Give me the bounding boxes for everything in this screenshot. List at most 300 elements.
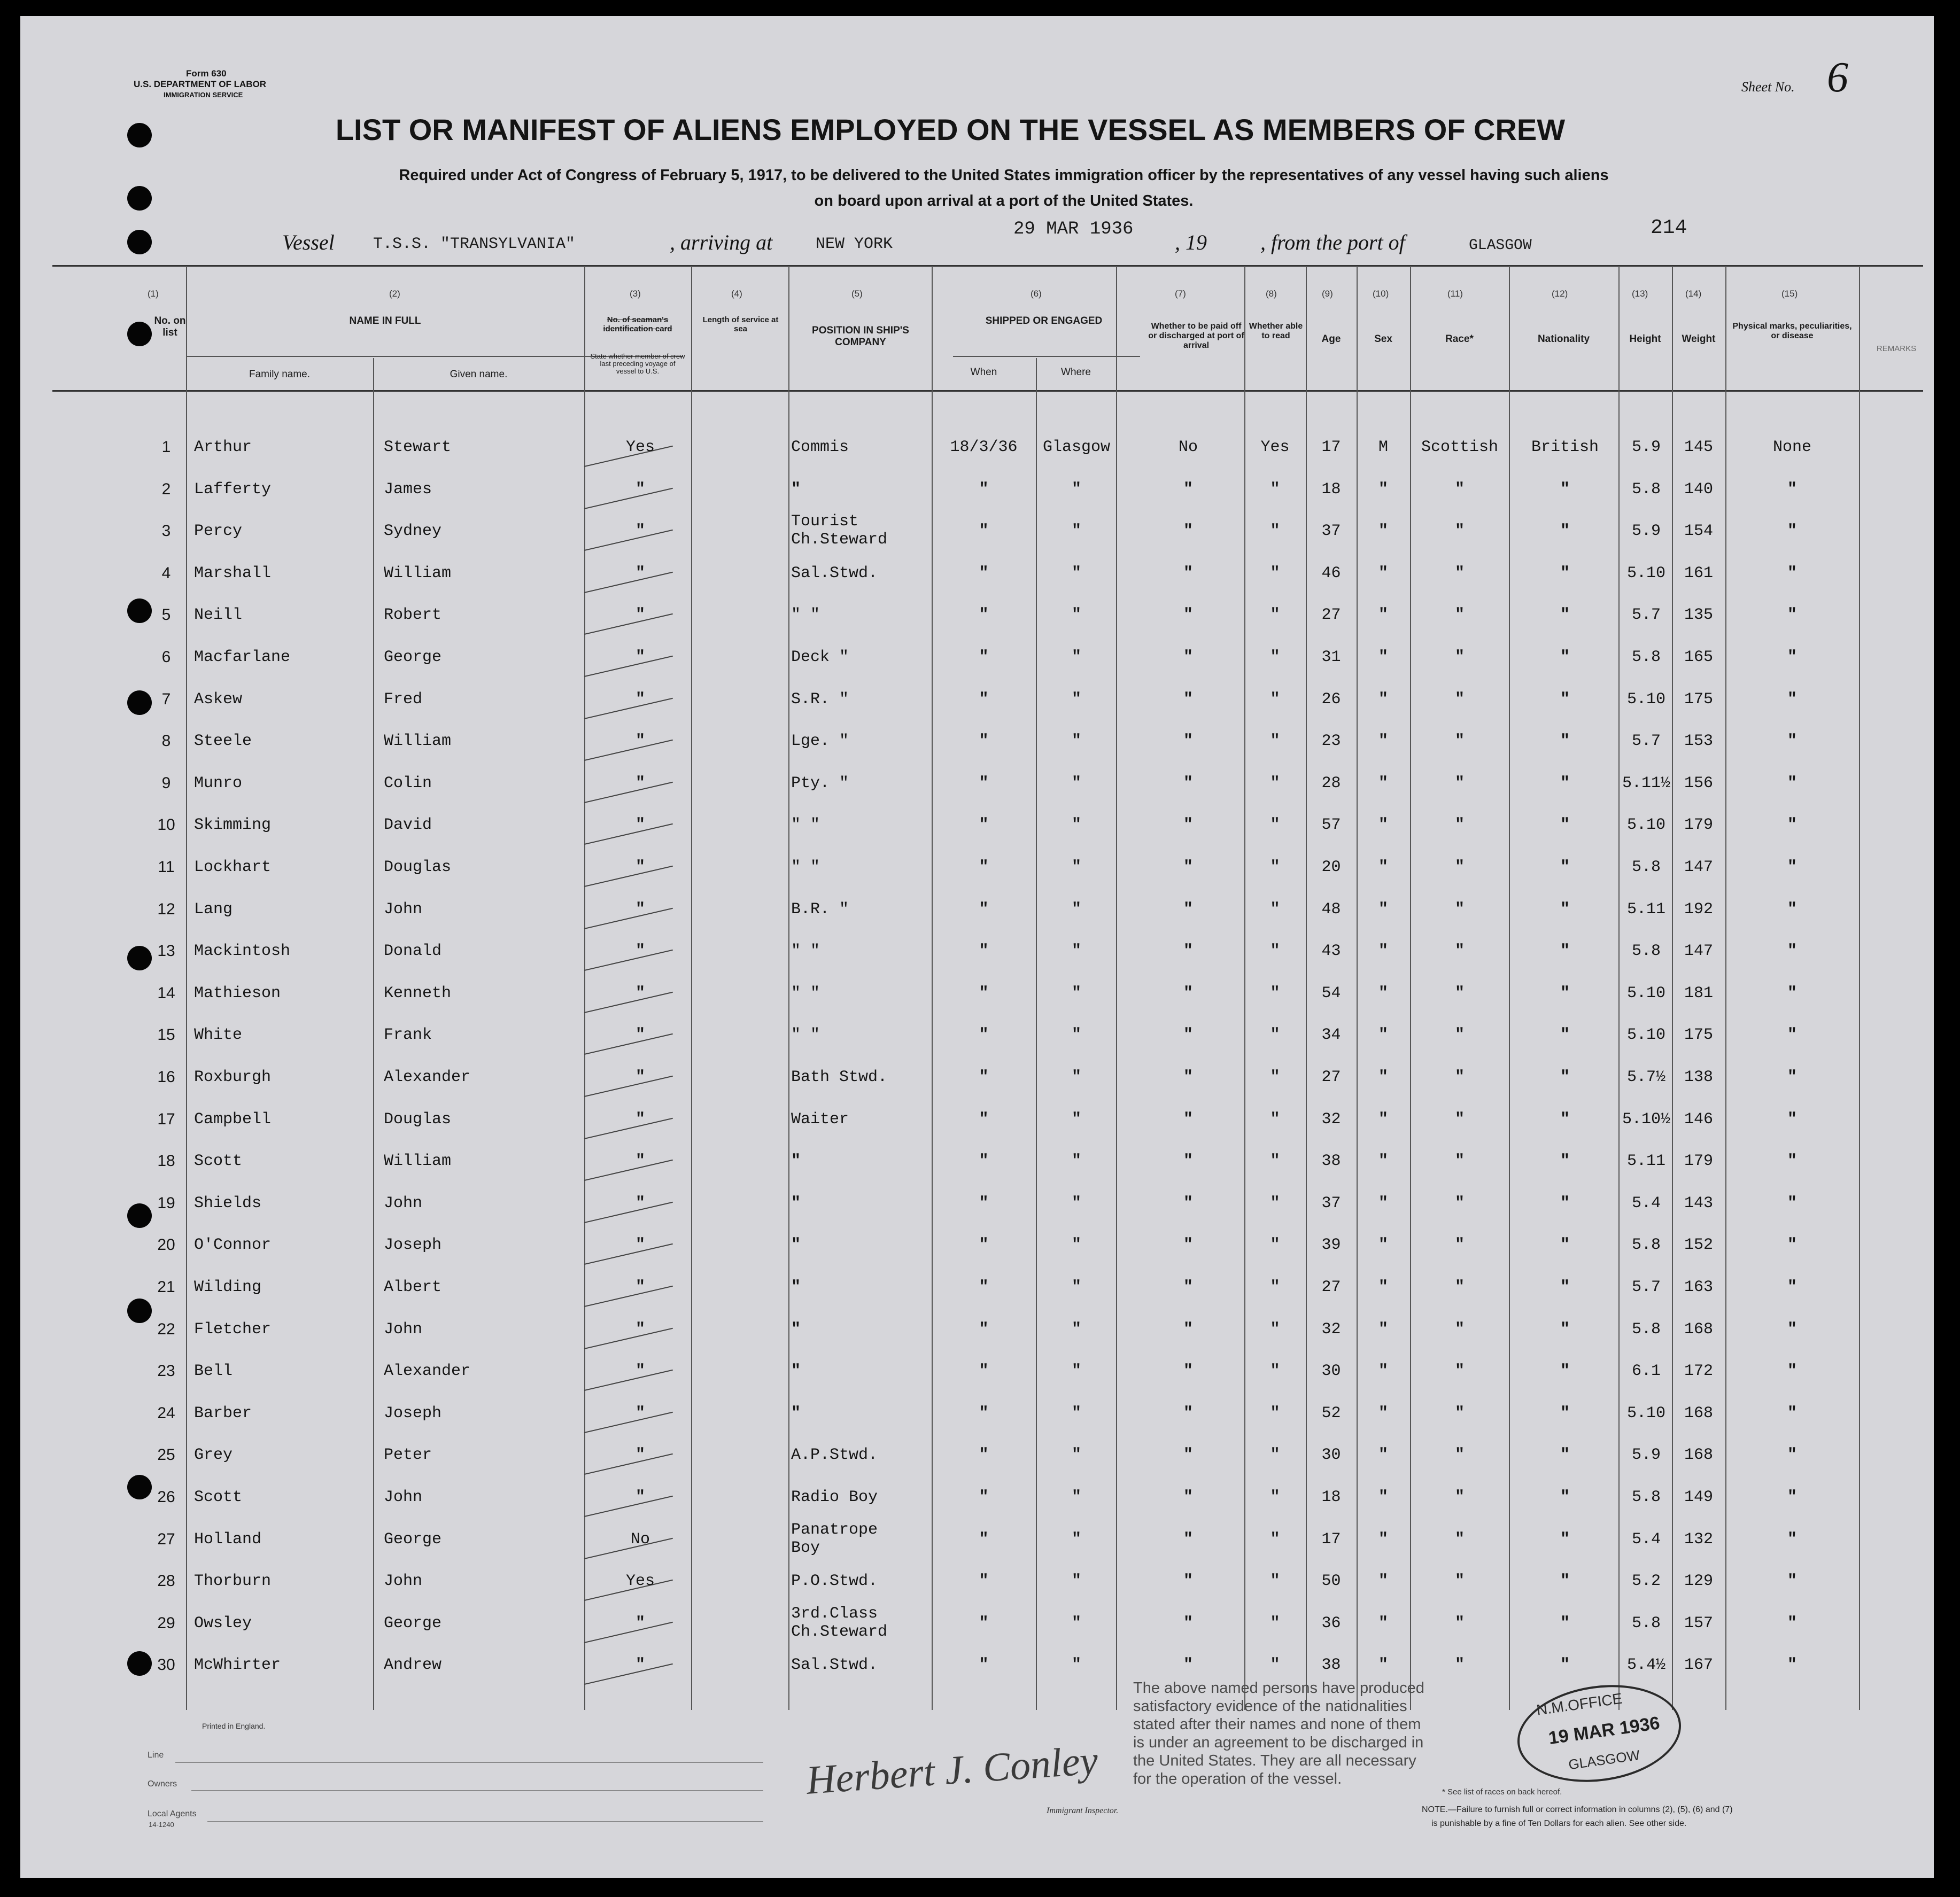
row-number: 24 <box>157 1404 175 1422</box>
able-to-read: " <box>1270 774 1280 792</box>
given-name: William <box>384 732 452 751</box>
previous-voyage: " <box>635 1404 645 1422</box>
shipped-where: " <box>1071 690 1081 709</box>
given-name: Robert <box>384 606 442 625</box>
weight: 179 <box>1684 816 1713 835</box>
shipped-where: " <box>1071 1110 1081 1129</box>
age: 39 <box>1321 1236 1341 1255</box>
family-name: Skimming <box>194 816 272 835</box>
shipped-where: " <box>1071 1614 1081 1632</box>
stamp-number: 214 <box>1651 216 1687 239</box>
race: " <box>1454 690 1465 709</box>
shipped-where: " <box>1071 1194 1081 1212</box>
previous-voyage: " <box>635 1152 645 1171</box>
weight: 165 <box>1684 648 1713 666</box>
family-name: Lockhart <box>194 858 272 876</box>
able-to-read: " <box>1270 1446 1280 1465</box>
weight: 152 <box>1684 1236 1713 1255</box>
physical-marks: " <box>1787 984 1797 1002</box>
line-rule <box>175 1762 763 1763</box>
physical-marks: " <box>1787 774 1797 792</box>
row-number: 13 <box>157 942 175 960</box>
nationality: " <box>1560 522 1570 541</box>
sex: " <box>1378 942 1388 961</box>
nationality: " <box>1560 1236 1570 1255</box>
col-number: (11) <box>1447 289 1463 299</box>
shipped-where: " <box>1071 1320 1081 1339</box>
race: " <box>1454 1278 1465 1296</box>
previous-voyage: " <box>635 648 645 666</box>
family-name: Munro <box>194 774 243 792</box>
weight: 156 <box>1684 774 1713 792</box>
height: 5.4 <box>1631 1194 1661 1212</box>
sheet-number: 6 <box>1827 54 1848 101</box>
race: " <box>1454 1572 1465 1591</box>
given-name: David <box>384 816 432 835</box>
previous-voyage: " <box>635 1068 645 1086</box>
vessel-name: T.S.S. "TRANSYLVANIA" <box>373 235 576 253</box>
weight: 168 <box>1684 1404 1713 1422</box>
height: 5.8 <box>1631 1488 1661 1506</box>
previous-voyage: " <box>635 1488 645 1506</box>
given-name: Joseph <box>384 1236 442 1255</box>
paid-off: " <box>1183 606 1193 625</box>
family-name: Lang <box>194 900 233 919</box>
race: " <box>1454 1236 1465 1255</box>
col-number: (13) <box>1632 289 1648 299</box>
nationality: " <box>1560 774 1570 792</box>
race: " <box>1454 1026 1465 1045</box>
physical-marks: " <box>1787 522 1797 541</box>
height: 5.7 <box>1631 732 1661 751</box>
height: 5.4 <box>1631 1530 1661 1549</box>
able-to-read: " <box>1270 1572 1280 1591</box>
position: " " <box>791 942 820 961</box>
row-number: 11 <box>158 858 175 876</box>
weight: 175 <box>1684 1026 1713 1045</box>
height: 5.9 <box>1631 1446 1661 1465</box>
given-name: Frank <box>384 1026 432 1045</box>
sex: " <box>1378 732 1388 751</box>
department-label: U.S. DEPARTMENT OF LABOR <box>134 79 267 89</box>
paid-off: " <box>1183 1362 1193 1381</box>
weight: 149 <box>1684 1488 1713 1506</box>
position: " " <box>791 984 820 1002</box>
paid-off: " <box>1183 648 1193 666</box>
weight: 147 <box>1684 942 1713 961</box>
shipped-where: " <box>1071 774 1081 792</box>
position: Lge. " <box>791 732 849 751</box>
stamp-bottom-text: GLASGOW <box>1567 1747 1641 1773</box>
previous-voyage: " <box>635 1656 645 1675</box>
height: 5.10 <box>1626 1404 1665 1422</box>
age: 17 <box>1321 1530 1341 1549</box>
position: Sal.Stwd. <box>791 564 878 582</box>
height: 5.8 <box>1631 858 1661 876</box>
sex: " <box>1378 984 1388 1002</box>
family-name: Bell <box>194 1362 233 1381</box>
sex: " <box>1378 1110 1388 1129</box>
position: " <box>791 1278 801 1296</box>
height: 5.9 <box>1631 522 1661 541</box>
sex: " <box>1378 1026 1388 1045</box>
position: 3rd.Class Ch.Steward <box>791 1604 888 1641</box>
paid-off: " <box>1183 1068 1193 1086</box>
height: 5.10 <box>1626 690 1665 709</box>
page-title: LIST OR MANIFEST OF ALIENS EMPLOYED ON THE VESSEL AS MEMBERS OF CREW <box>335 113 1566 146</box>
paid-off: " <box>1183 1656 1193 1675</box>
age: 36 <box>1321 1614 1341 1632</box>
able-to-read: " <box>1270 606 1280 625</box>
family-name: Steele <box>194 732 252 751</box>
col-number: (14) <box>1685 289 1702 299</box>
row-number: 29 <box>157 1614 175 1632</box>
shipped-when: " <box>979 1068 989 1086</box>
physical-marks: " <box>1787 1530 1797 1549</box>
physical-marks: " <box>1787 1446 1797 1465</box>
previous-voyage: " <box>635 1320 645 1339</box>
able-to-read: " <box>1270 1068 1280 1086</box>
physical-marks: None <box>1772 438 1811 456</box>
header-when: When <box>970 367 997 378</box>
height: 5.8 <box>1631 480 1661 499</box>
race: " <box>1454 942 1465 961</box>
shipped-when: " <box>979 690 989 709</box>
shipped-when: " <box>979 1110 989 1129</box>
nationality: " <box>1560 732 1570 751</box>
physical-marks: " <box>1787 732 1797 751</box>
sex: " <box>1378 1404 1388 1422</box>
age: 57 <box>1321 816 1341 835</box>
nationality: " <box>1560 1152 1570 1171</box>
family-name: Shields <box>194 1194 262 1212</box>
physical-marks: " <box>1787 1362 1797 1381</box>
nationality: " <box>1560 1110 1570 1129</box>
able-to-read: " <box>1270 522 1280 541</box>
race: " <box>1454 1446 1465 1465</box>
family-name: Neill <box>194 606 243 625</box>
shipped-when: " <box>979 564 989 582</box>
paid-off: " <box>1183 480 1193 499</box>
row-number: 2 <box>161 480 171 498</box>
family-name: Percy <box>194 522 243 541</box>
nationality: " <box>1560 1026 1570 1045</box>
race: " <box>1454 1614 1465 1632</box>
col-number: (7) <box>1175 289 1186 299</box>
previous-voyage: " <box>635 774 645 792</box>
able-to-read: " <box>1270 1026 1280 1045</box>
nationality: " <box>1560 564 1570 582</box>
sex: " <box>1378 1656 1388 1675</box>
nationality: " <box>1560 606 1570 625</box>
col-number: (15) <box>1781 289 1798 299</box>
sex: " <box>1378 480 1388 499</box>
col-number: (9) <box>1322 289 1333 299</box>
previous-voyage: " <box>635 816 645 835</box>
family-name: Scott <box>194 1488 243 1506</box>
height: 5.10 <box>1626 564 1665 582</box>
given-name: John <box>384 1320 423 1339</box>
physical-marks: " <box>1787 1320 1797 1339</box>
weight: 135 <box>1684 606 1713 625</box>
weight: 167 <box>1684 1656 1713 1675</box>
shipped-where: " <box>1071 1572 1081 1591</box>
race: " <box>1454 1152 1465 1171</box>
row-number: 12 <box>157 900 175 918</box>
shipped-where: " <box>1071 984 1081 1002</box>
given-name: John <box>384 1488 423 1506</box>
header-remarks: REMARKS <box>1876 344 1917 353</box>
paid-off: " <box>1183 564 1193 582</box>
family-name: Owsley <box>194 1614 252 1632</box>
race: " <box>1454 522 1465 541</box>
shipped-when: " <box>979 1656 989 1675</box>
previous-voyage: " <box>635 564 645 582</box>
nationality: " <box>1560 900 1570 919</box>
physical-marks: " <box>1787 690 1797 709</box>
age: 28 <box>1321 774 1341 792</box>
given-name: George <box>384 1614 442 1632</box>
header-able-read: Whether able to read <box>1249 322 1303 340</box>
paid-off: " <box>1183 1152 1193 1171</box>
height: 5.10 <box>1626 1026 1665 1045</box>
agents-rule <box>207 1821 763 1822</box>
able-to-read: " <box>1270 1152 1280 1171</box>
age: 37 <box>1321 1194 1341 1212</box>
position: " <box>791 1404 801 1422</box>
header-paid-off: Whether to be paid off or discharged at port of arrival <box>1148 322 1244 350</box>
position: " " <box>791 858 820 876</box>
sex: " <box>1378 1614 1388 1632</box>
position: Waiter <box>791 1110 849 1129</box>
height: 5.4½ <box>1626 1656 1665 1675</box>
row-number: 7 <box>161 690 171 708</box>
nationality: " <box>1560 1194 1570 1212</box>
races-note: * See list of races on back hereof. <box>1442 1787 1562 1797</box>
shipped-where: " <box>1071 732 1081 751</box>
race: " <box>1454 480 1465 499</box>
paid-off: " <box>1183 1404 1193 1422</box>
nationality: " <box>1560 1614 1570 1632</box>
col-number: (6) <box>1031 289 1042 299</box>
previous-voyage: " <box>635 522 645 541</box>
age: 26 <box>1321 690 1341 709</box>
race: " <box>1454 606 1465 625</box>
able-to-read: " <box>1270 690 1280 709</box>
paid-off: " <box>1183 1110 1193 1129</box>
shipped-where: " <box>1071 1530 1081 1549</box>
physical-marks: " <box>1787 1278 1797 1296</box>
position: Sal.Stwd. <box>791 1656 878 1675</box>
family-name: Macfarlane <box>194 648 291 666</box>
family-name: Arthur <box>194 438 252 456</box>
nationality: " <box>1560 1320 1570 1339</box>
shipped-when: " <box>979 1530 989 1549</box>
shipped-when: " <box>979 606 989 625</box>
able-to-read: " <box>1270 1320 1280 1339</box>
col-number: (1) <box>148 289 159 299</box>
height: 5.7½ <box>1626 1068 1665 1086</box>
race: " <box>1454 1362 1465 1381</box>
sex: " <box>1378 774 1388 792</box>
family-name: Marshall <box>194 564 272 582</box>
shipped-where: " <box>1071 1236 1081 1255</box>
position: P.O.Stwd. <box>791 1572 878 1591</box>
shipped-when: " <box>979 774 989 792</box>
nationality: " <box>1560 1530 1570 1549</box>
position: Radio Boy <box>791 1488 878 1506</box>
paid-off: " <box>1183 1026 1193 1045</box>
inspector-label: Immigrant Inspector. <box>1047 1806 1119 1815</box>
weight: 138 <box>1684 1068 1713 1086</box>
row-number: 30 <box>157 1656 175 1674</box>
physical-marks: " <box>1787 858 1797 876</box>
row-number: 28 <box>157 1572 175 1590</box>
weight: 168 <box>1684 1320 1713 1339</box>
shipped-where: " <box>1071 1362 1081 1381</box>
paid-off: " <box>1183 1488 1193 1506</box>
given-name: Kenneth <box>384 984 452 1002</box>
nationality: " <box>1560 1488 1570 1506</box>
age: 34 <box>1321 1026 1341 1045</box>
race: " <box>1454 984 1465 1002</box>
race: " <box>1454 1110 1465 1129</box>
height: 5.8 <box>1631 1614 1661 1632</box>
certification-line: satisfactory evidence of the nationalities <box>1133 1698 1407 1715</box>
row-number: 21 <box>157 1278 175 1296</box>
weight: 146 <box>1684 1110 1713 1129</box>
family-name: Thorburn <box>194 1572 272 1591</box>
given-name: Douglas <box>384 858 452 876</box>
shipped-where: " <box>1071 816 1081 835</box>
manifest-sheet <box>20 16 1934 1878</box>
row-number: 15 <box>157 1026 175 1044</box>
given-name: Alexander <box>384 1362 471 1381</box>
header-position: POSITION IN SHIP'S COMPANY <box>812 325 909 348</box>
col-number: (4) <box>731 289 742 299</box>
header-length-service: Length of service at sea <box>702 315 779 333</box>
able-to-read: " <box>1270 1614 1280 1632</box>
shipped-where: " <box>1071 1488 1081 1506</box>
able-to-read: " <box>1270 1236 1280 1255</box>
age: 37 <box>1321 522 1341 541</box>
weight: 153 <box>1684 732 1713 751</box>
previous-voyage: " <box>635 732 645 751</box>
position: " " <box>791 816 820 835</box>
height: 5.8 <box>1631 648 1661 666</box>
height: 5.7 <box>1631 606 1661 625</box>
age: 30 <box>1321 1446 1341 1465</box>
certification-line: for the operation of the vessel. <box>1133 1770 1342 1787</box>
age: 46 <box>1321 564 1341 582</box>
header-sex: Sex <box>1374 333 1392 345</box>
shipped-where: " <box>1071 648 1081 666</box>
header-family-name: Family name. <box>249 369 311 380</box>
row-number: 16 <box>157 1068 175 1086</box>
family-name: Askew <box>194 690 243 709</box>
shipped-when: " <box>979 942 989 961</box>
position: Tourist Ch.Steward <box>791 512 888 549</box>
paid-off: " <box>1183 1278 1193 1296</box>
row-number: 10 <box>157 816 175 834</box>
position: " <box>791 1152 801 1171</box>
shipped-where: " <box>1071 1068 1081 1086</box>
age: 32 <box>1321 1110 1341 1129</box>
header-height: Height <box>1629 333 1661 345</box>
height: 5.10½ <box>1622 1110 1670 1129</box>
shipped-where: " <box>1071 564 1081 582</box>
race: " <box>1454 1488 1465 1506</box>
sex: " <box>1378 1278 1388 1296</box>
sheet-label: Sheet No. <box>1741 79 1795 95</box>
weight: 181 <box>1684 984 1713 1002</box>
age: 43 <box>1321 942 1341 961</box>
height: 5.8 <box>1631 942 1661 961</box>
shipped-when: " <box>979 1278 989 1296</box>
paid-off: No <box>1178 438 1198 456</box>
previous-voyage: " <box>635 1362 645 1381</box>
able-to-read: " <box>1270 1194 1280 1212</box>
sex: " <box>1378 1152 1388 1171</box>
physical-marks: " <box>1787 648 1797 666</box>
row-number: 22 <box>157 1320 175 1338</box>
age: 48 <box>1321 900 1341 919</box>
previous-voyage: " <box>635 1278 645 1296</box>
given-name: John <box>384 1194 423 1212</box>
weight: 145 <box>1684 438 1713 456</box>
given-name: James <box>384 480 432 499</box>
nationality: British <box>1531 438 1599 456</box>
row-number: 1 <box>161 438 171 456</box>
nationality: " <box>1560 984 1570 1002</box>
nationality: " <box>1560 1572 1570 1591</box>
col-number: (2) <box>389 289 400 299</box>
shipped-when: " <box>979 522 989 541</box>
row-number: 3 <box>161 522 171 540</box>
header-physical: Physical marks, peculiarities, or disease <box>1732 322 1852 340</box>
race: " <box>1454 564 1465 582</box>
sex: " <box>1378 1572 1388 1591</box>
height: 5.11 <box>1626 900 1665 919</box>
previous-voyage: " <box>635 606 645 625</box>
able-to-read: " <box>1270 984 1280 1002</box>
shipped-when: " <box>979 1362 989 1381</box>
owners-label: Owners <box>148 1779 177 1789</box>
service-label: IMMIGRATION SERVICE <box>164 91 243 99</box>
col-number: (10) <box>1373 289 1389 299</box>
shipped-when: 18/3/36 <box>950 438 1018 456</box>
certification-line: The above named persons have produced <box>1133 1680 1424 1697</box>
nationality: " <box>1560 1068 1570 1086</box>
able-to-read: " <box>1270 480 1280 499</box>
previous-voyage: " <box>635 1236 645 1255</box>
able-to-read: " <box>1270 564 1280 582</box>
family-name: O'Connor <box>194 1236 272 1255</box>
physical-marks: " <box>1787 1572 1797 1591</box>
weight: 132 <box>1684 1530 1713 1549</box>
height: 5.11½ <box>1622 774 1670 792</box>
paid-off: " <box>1183 1320 1193 1339</box>
position: " <box>791 1362 801 1381</box>
given-name: Sydney <box>384 522 442 541</box>
from-port-label: , from the port of <box>1260 230 1405 254</box>
position: " <box>791 480 801 499</box>
given-name: Albert <box>384 1278 442 1296</box>
able-to-read: " <box>1270 816 1280 835</box>
previous-voyage: " <box>635 1194 645 1212</box>
shipped-where: " <box>1071 1152 1081 1171</box>
previous-voyage: " <box>635 1026 645 1045</box>
